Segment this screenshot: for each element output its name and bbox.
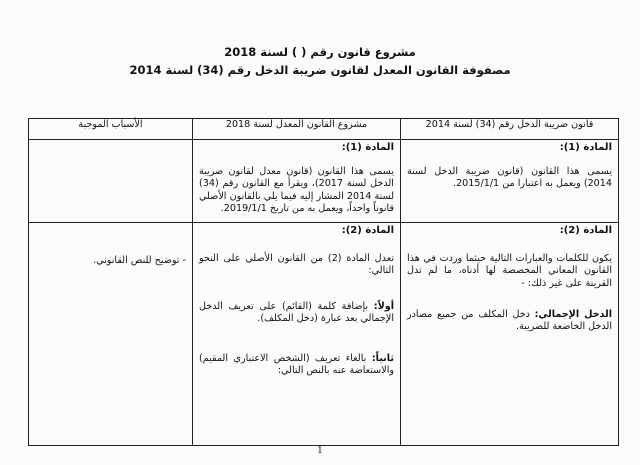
- article-label: المادة (2):: [559, 225, 612, 236]
- article-text: يسمى هذا القانون (قانون معدل لقانون ضريبة الدخل لسنة 2017)، ويقرأ مع القانون رقم (34) لسنة 2014 المشار إليه فيما يلي بالقانون الأصلي قانوناً واحداً، ويعمل به من تاريخ 2019/1/1.: [199, 166, 395, 215]
- table-row: [29, 223, 619, 446]
- amendment-second: [199, 353, 394, 378]
- definition-term: الدخل الإجمالي:: [534, 309, 612, 320]
- page-number: 1: [317, 446, 323, 456]
- table-row: [29, 140, 619, 223]
- amendment-second-text: بالغاء تعريف (الشخص الاعتباري المقيم) والاستعاضة عنه بالنص التالي:: [199, 353, 394, 377]
- article-text: يسمى هذا القانون (قانون ضريبة الدخل لسنة 2014) ويعمل به اعتبارا من 2015/1/1.: [407, 166, 612, 190]
- header-original-law: قانون ضريبة الدخل رقم (34) لسنة 2014: [401, 119, 619, 140]
- cell-amended-article1: [193, 140, 401, 223]
- amendment-matrix-table: [28, 118, 619, 446]
- cell-reasons-article1: [29, 140, 193, 223]
- amendment-first-text: بإضافة كلمة (القائم) على تعريف الدخل الإجمالي بعد عبارة (دخل المكلف).: [199, 301, 394, 325]
- article-text: تعدل المادة (2) من القانون الأصلي على النحو التالي:: [199, 253, 394, 277]
- amendment-second-term: ثانياً:: [371, 353, 394, 364]
- cell-original-article2: [401, 223, 619, 446]
- cell-original-article1: [401, 140, 619, 223]
- definition-text: دخل المكلف من جميع مصادر الدخل الخاضعة للضريبة.: [407, 309, 612, 333]
- article-label: المادة (1):: [341, 142, 394, 153]
- matrix-title: مصفوفة القانون المعدل لقانون ضريبة الدخل رقم (34) لسنة 2014: [129, 63, 511, 77]
- bill-title: مشروع قانون رقم ( ) لسنة 2018: [224, 45, 416, 59]
- amendment-first: [199, 301, 394, 326]
- cell-amended-article2: [193, 223, 401, 446]
- cell-reasons-article2: [29, 223, 193, 446]
- header-amended-law: مشروع القانون المعدل لسنة 2018: [193, 119, 401, 140]
- amendment-first-term: أولاً:: [373, 301, 394, 312]
- definition-gross-income: [407, 309, 612, 334]
- reasons-text: - توضيح للنص القانوني.: [93, 255, 186, 266]
- article-label: المادة (1):: [559, 142, 612, 153]
- article-label: المادة (2):: [341, 225, 394, 236]
- article-text: يكون للكلمات والعبارات التالية حيثما وردت في هذا القانون المعاني المخصصة لها أدناه، ما لم تدل القرينة على غير ذلك: -: [407, 253, 612, 289]
- header-reasons: الأسباب الموجبة: [29, 119, 193, 140]
- table-header-row: [29, 119, 619, 140]
